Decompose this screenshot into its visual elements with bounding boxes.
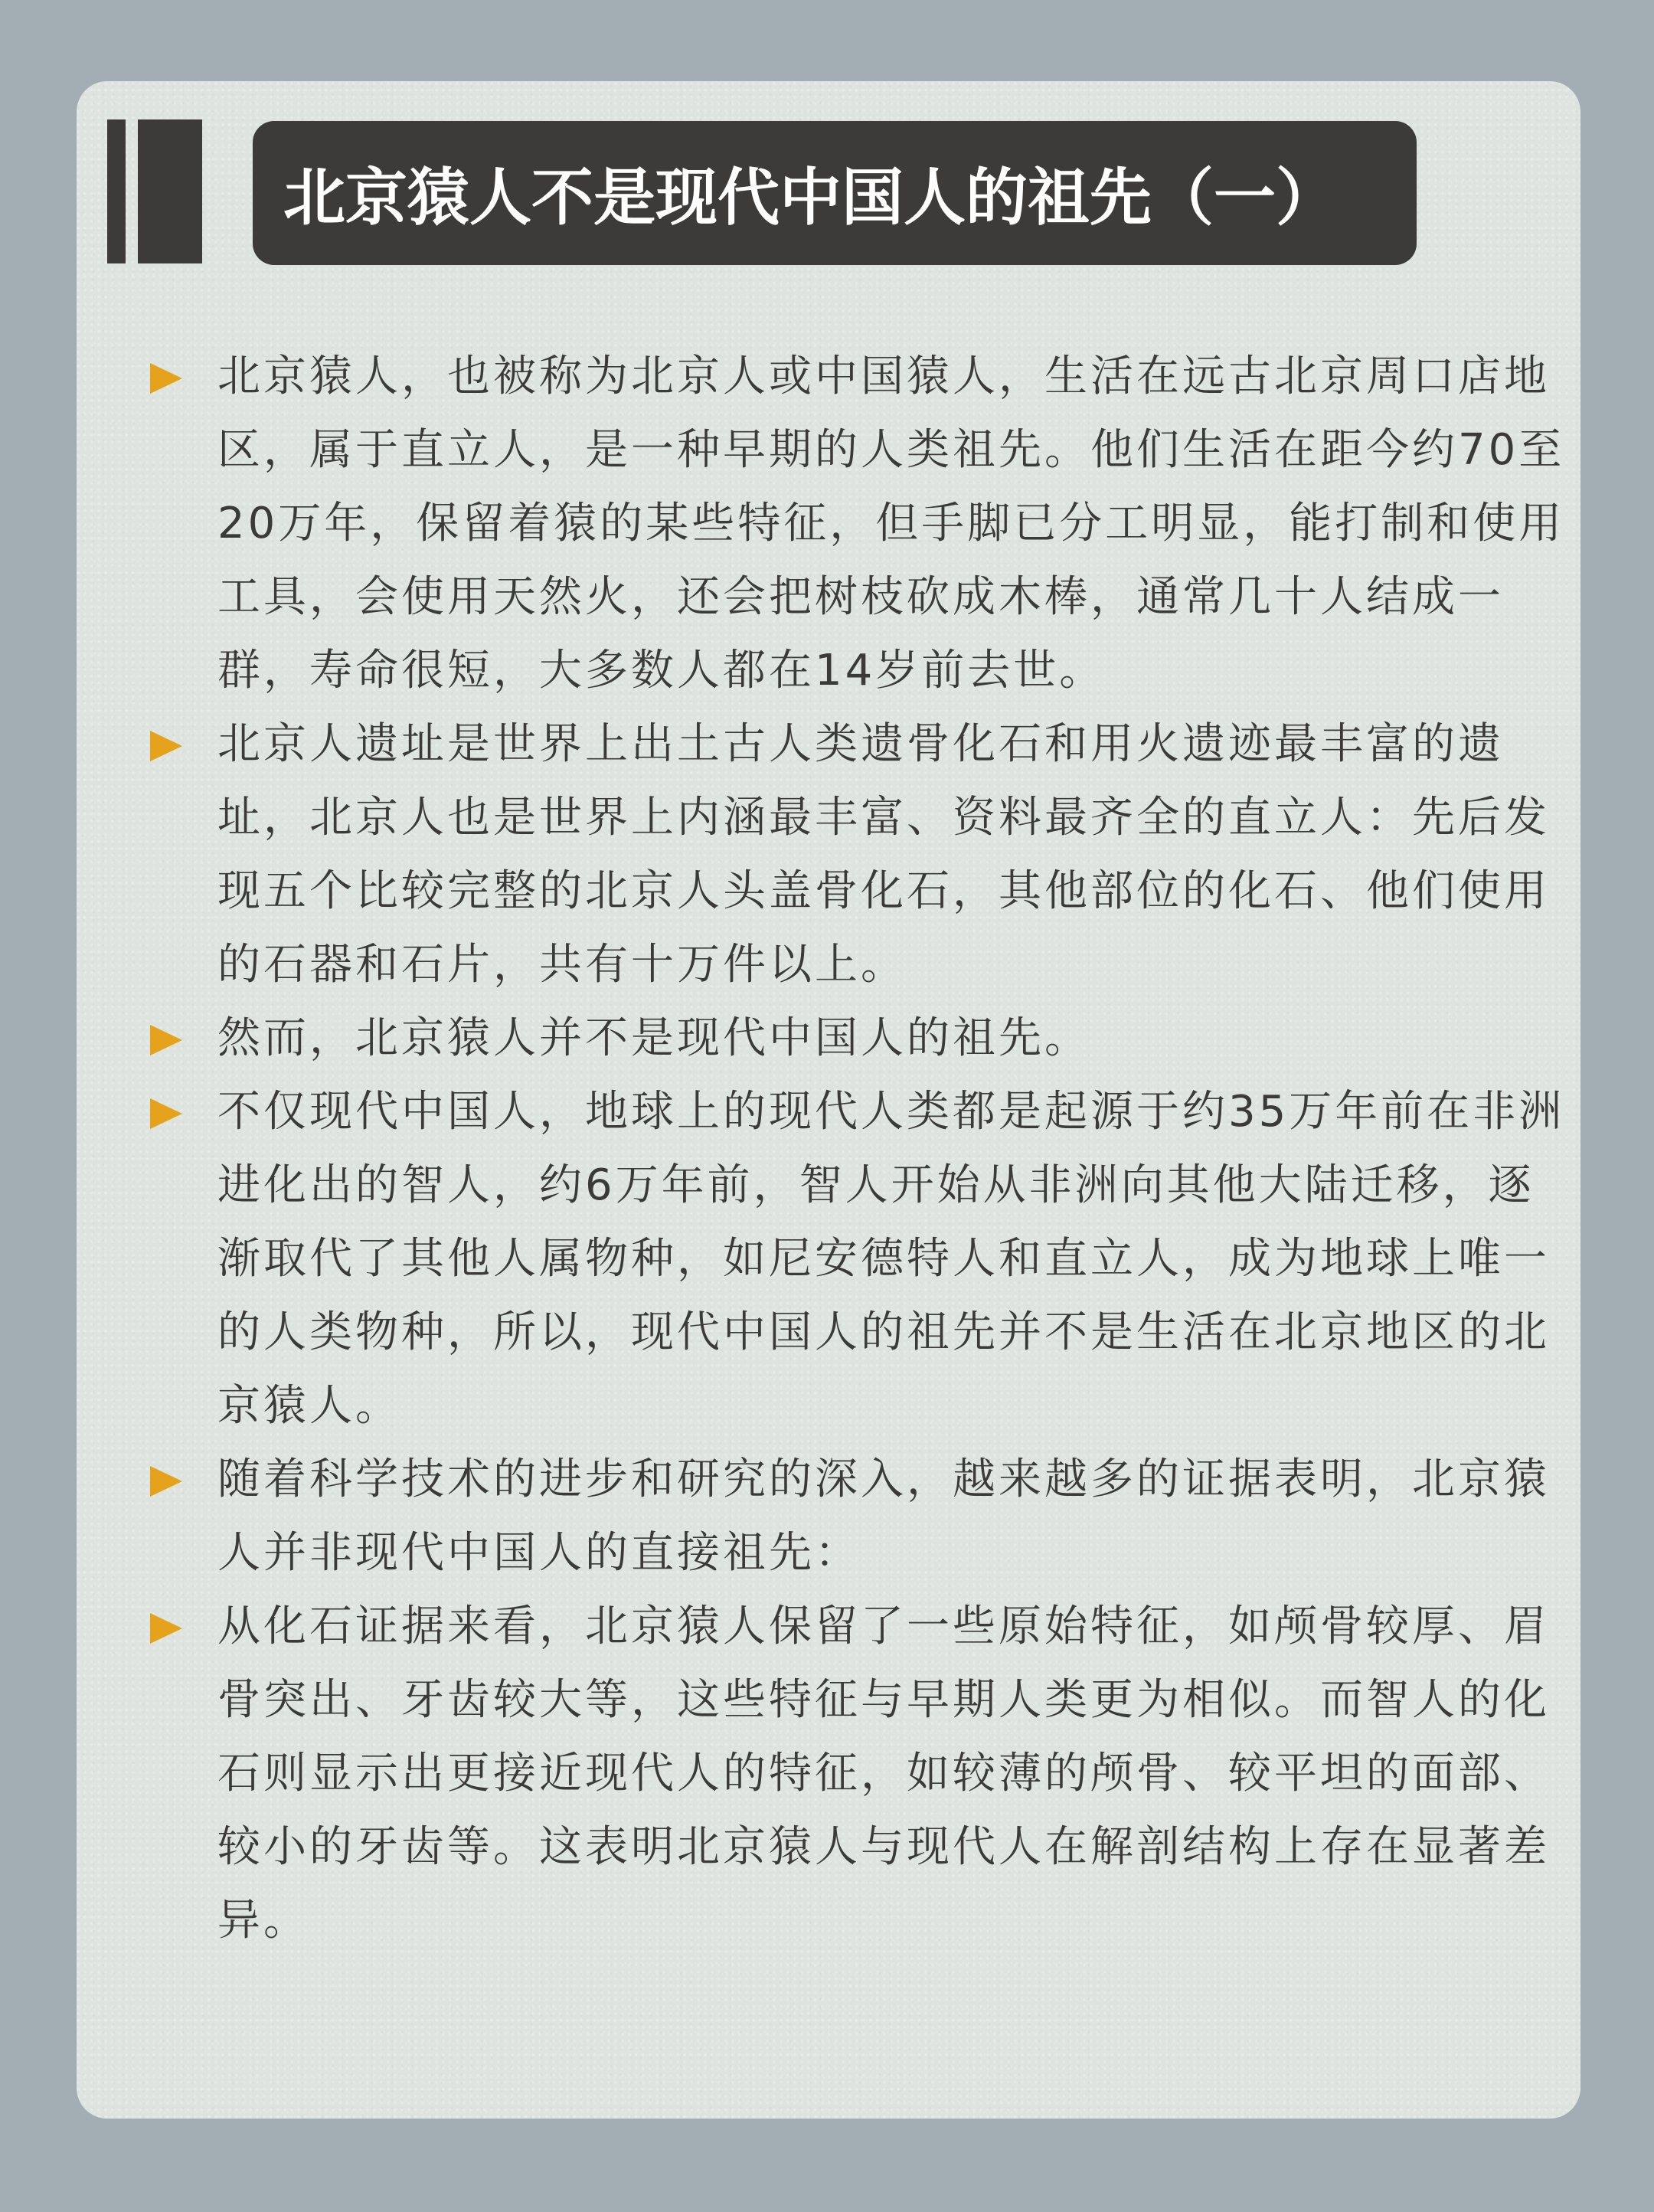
- paragraph-text: 北京猿人，也被称为北京人或中国猿人，生活在远古北京周口店地区，属于直立人，是一种早期的人类祖先。他们生活在距今约70至20万年，保留着猿的某些特征，但手脚已分工明显，能打制和使用工具，会使用天然火，还会把树枝砍成木棒，通常几十人结成一群，寿命很短，大多数人都在14岁前去世。: [217, 352, 1565, 695]
- list-item: [150, 708, 1574, 1002]
- list-item: [150, 1002, 1574, 1075]
- paragraph-text: 从化石证据来看，北京猿人保留了一些原始特征，如颅骨较厚、眉骨突出、牙齿较大等，这些特征与早期人类更为相似。而智人的化石则显示出更接近现代人的特征，如较薄的颅骨、较平坦的面部、较小的牙齿等。这表明北京猿人与现代人在解剖结构上存在显著差异。: [217, 1602, 1550, 1945]
- title-banner: [253, 121, 1417, 265]
- play-triangle-icon: [150, 731, 182, 761]
- decorative-bar-thin: [107, 119, 126, 263]
- list-item: [150, 1443, 1574, 1590]
- play-triangle-icon: [150, 1613, 182, 1644]
- play-triangle-icon: [150, 1025, 182, 1055]
- paragraph-text: 然而，北京猿人并不是现代中国人的祖先。: [217, 1013, 1090, 1063]
- play-triangle-icon: [150, 1098, 182, 1129]
- article-body: [150, 340, 1574, 1958]
- page-title: 北京猿人不是现代中国人的祖先（一）: [283, 162, 1339, 234]
- list-item: [150, 1590, 1574, 1958]
- paragraph-text: 不仅现代中国人，地球上的现代人类都是起源于约35万年前在非洲进化出的智人，约6万年前，智人开始从非洲向其他大陆迁移，逐渐取代了其他人属物种，如尼安德特人和直立人，成为地球上唯一的人类物种，所以，现代中国人的祖先并不是生活在北京地区的北京猿人。: [217, 1087, 1565, 1431]
- list-item: [150, 340, 1574, 708]
- decorative-bar-thick: [138, 119, 202, 263]
- play-triangle-icon: [150, 363, 182, 394]
- paragraph-text: 随着科学技术的进步和研究的深入，越来越多的证据表明，北京猿人并非现代中国人的直接祖先：: [217, 1454, 1550, 1578]
- list-item: [150, 1075, 1574, 1443]
- paragraph-text: 北京人遗址是世界上出土古人类遗骨化石和用火遗迹最丰富的遗址，北京人也是世界上内涵最丰富、资料最齐全的直立人：先后发现五个比较完整的北京人头盖骨化石，其他部位的化石、他们使用的石器和石片，共有十万件以上。: [217, 719, 1550, 990]
- content-card: [77, 81, 1580, 2119]
- play-triangle-icon: [150, 1466, 182, 1497]
